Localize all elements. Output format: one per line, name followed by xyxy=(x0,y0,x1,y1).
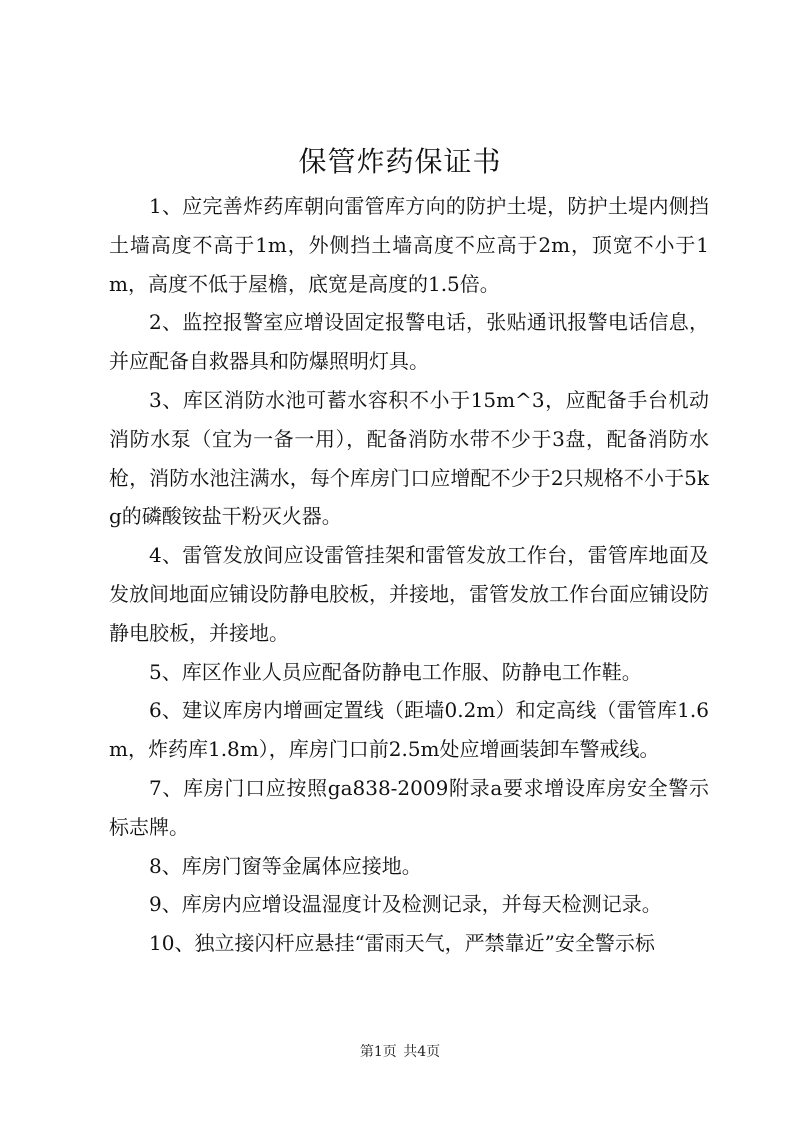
paragraph-6: 6、建议库房内增画定置线（距墙0.2m）和定高线（雷管库1.6m，炸药库1.8m），库房门口前2.5m处应增画装卸车警戒线。 xyxy=(109,698,709,762)
document-body xyxy=(109,187,709,963)
paragraph-2: 2、监控报警室应增设固定报警电话，张贴通讯报警电话信息，并应配备自救器具和防爆照明灯具。 xyxy=(109,310,709,374)
paragraph-10: 10、独立接闪杆应悬挂“雷雨天气，严禁靠近”安全警示标 xyxy=(149,931,655,956)
total-pages: 共4页 xyxy=(403,1044,441,1060)
paragraph-1: 1、应完善炸药库朝向雷管库方向的防护土堤，防护土堤内侧挡土墙高度不高于1m，外侧挡土墙高度不应高于2m，顶宽不小于1m，高度不低于屋檐，底宽是高度的1.5倍。 xyxy=(109,194,709,296)
page-number: 第1页 xyxy=(359,1044,397,1060)
paragraph-9: 9、库房内应增设温湿度计及检测记录，并每天检测记录。 xyxy=(149,892,662,917)
paragraph-5: 5、库区作业人员应配备防静电工作服、防静电工作鞋。 xyxy=(149,659,642,684)
paragraph-7: 7、库房门口应按照ga838-2009附录a要求增设库房安全警示标志牌。 xyxy=(109,775,709,839)
paragraph-4: 4、雷管发放间应设雷管挂架和雷管发放工作台，雷管库地面及发放间地面应铺设防静电胶板，并接地，雷管发放工作台面应铺设防静电胶板，并接地。 xyxy=(109,543,709,645)
page-footer xyxy=(0,1042,800,1062)
document-title: 保管炸药保证书 xyxy=(298,145,502,178)
paragraph-8: 8、库房门窗等金属体应接地。 xyxy=(149,853,422,878)
paragraph-3: 3、库区消防水池可蓄水容积不小于15m^3，应配备手台机动消防水泵（宜为一备一用），配备消防水带不少于3盘，配备消防水枪，消防水池注满水，每个库房门口应增配不少于2只规格不小于5kg的磷酸铵盐干粉灭火器。 xyxy=(109,387,709,529)
